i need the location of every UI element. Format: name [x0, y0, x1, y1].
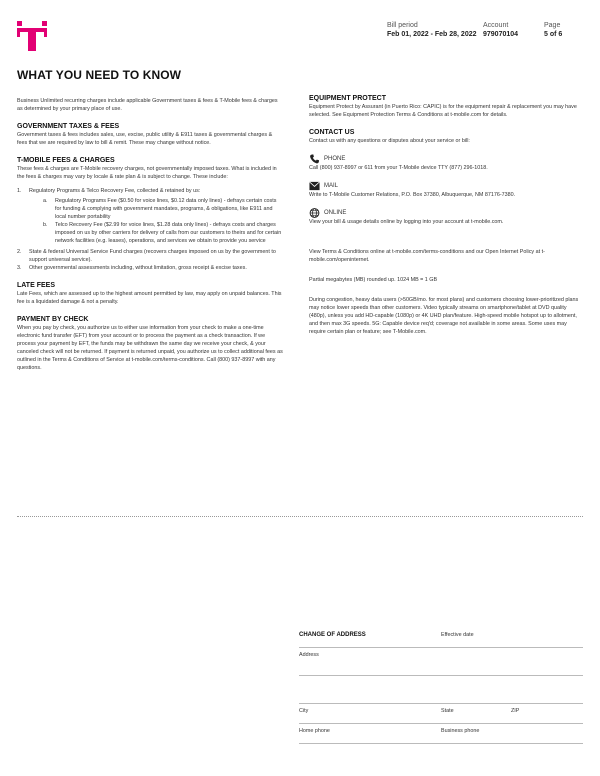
partial-mb-text: Partial megabytes (MB) rounded up. 1024 MB = 1 GB: [309, 277, 438, 283]
list-item: 2. State & federal Universal Service Fund charges (recovers charges imposed on us by the government to support universal service).: [17, 249, 276, 263]
form-row-city: [299, 704, 583, 724]
page-number: [544, 21, 562, 39]
equipment-protect-heading: EQUIPMENT PROTECT: [309, 95, 387, 102]
business-phone-field[interactable]: Business phone: [441, 728, 480, 734]
fees-list: [17, 187, 283, 272]
tear-line: [17, 516, 583, 517]
page-title: WHAT YOU NEED TO KNOW: [17, 68, 182, 82]
contact-us-text: Contact us with any questions or disputes about your service or bill:: [309, 138, 470, 144]
account: [483, 21, 518, 39]
address-field[interactable]: Address: [299, 652, 319, 658]
tmobile-fees-text: These fees & charges are T-Mobile recovery charges, not governmentally imposed taxes. What is included in the fees & charges may vary by locale & rate plan & is subject to change. These include:: [17, 166, 277, 180]
t-mobile-logo: [17, 21, 47, 51]
mail-icon: [309, 181, 320, 191]
zip-field[interactable]: ZIP: [511, 708, 520, 714]
phone-icon: [309, 154, 320, 164]
congestion-text: During congestion, heavy data users (>50GB/mo. for most plans) and customers choosing lower-prioritized plans may notice lower speeds than other customers. Video typically streams on smartphone/tablet at DVD quality (480p), unless you add HD-capable (1080p) or 4K UHD plan/feature. High-speed mobile hotspot up to allotment, and then max 3G speeds. 5G: Capable device req'd; coverage not available in some areas. Some uses may require certain plan or feature; see T-Mobile.com.: [309, 297, 579, 335]
mail-label: MAIL: [324, 182, 339, 189]
mail-contact: [309, 181, 585, 191]
bill-period: [387, 21, 477, 39]
form-row-title: [299, 628, 583, 648]
phone-contact: [309, 154, 585, 164]
sub-list: [29, 197, 283, 245]
late-fees-text: Late Fees, which are assessed up to the highest amount permitted by law, may apply on unpaid balances. This fee is a liquidated damage & not a penalty.: [17, 291, 282, 305]
tmobile-fees-heading: T-MOBILE FEES & CHARGES: [17, 157, 115, 164]
phone-text: Call (800) 937-8997 or 611 from your T-Mobile device TTY (877) 296-1018.: [309, 165, 488, 171]
phone-label: PHONE: [324, 155, 346, 162]
online-label: ONLINE: [324, 209, 347, 216]
change-of-address-form: [299, 628, 583, 744]
late-fees-heading: LATE FEES: [17, 282, 55, 289]
bill-period-label: Bill period: [387, 22, 418, 29]
form-row-address: [299, 648, 583, 676]
account-label: Account: [483, 22, 509, 29]
list-item: b. Telco Recovery Fee ($2.99 for voice lines, $1.28 data only lines) - defrays costs and charges imposed on us by other carriers for delivery of calls from our customers to theirs and for certain network facilities (e.g. leases), operations, and services we obtain to provide you service: [43, 222, 282, 244]
left-column: [17, 97, 283, 372]
form-row-blank[interactable]: [299, 676, 583, 704]
page-value: 5 of 6: [544, 31, 563, 38]
equipment-protect-text: Equipment Protect by Assurant (in Puerto Rico: CAPIC) is for the equipment repair & replacement you may have selected. See Equipment Protection Terms & Conditions at t-mobile.com for details.: [309, 104, 577, 118]
mail-text: Write to T-Mobile Customer Relations, P.O. Box 37380, Albuquerque, NM 87176-7380.: [309, 192, 516, 198]
list-item: 3. Other governmental assessments including, without limitation, gross receipt & excise taxes.: [17, 265, 247, 271]
payment-check-heading: PAYMENT BY CHECK: [17, 316, 89, 323]
globe-icon: [309, 208, 320, 218]
contact-us-heading: CONTACT US: [309, 129, 355, 136]
online-text: View your bill & usage details online by logging into your account at t-mobile.com.: [309, 219, 504, 225]
payment-check-text: When you pay by check, you authorize us to either use information from your check to make a one-time electronic fund transfer (EFT) from your account or to process the payment as a check transaction. If we process your payment by EFT, the funds may be withdrawn the same day we receive your check, & your canceled check will not be returned. If payment is returned unpaid, you authorize us to collect additional fees as outlined in the Terms & Conditions of Service at t-mobile.com/terms-conditions. Call (800) 937-8997 with any questions.: [17, 325, 283, 371]
list-item: 1. Regulatory Programs & Telco Recovery Fee, collected & retained by us: a. Regulatory Programs Fee ($0.50 for voice lines, $0.12 data only lines) - defrays certain costs for funding & complying with government mandates, programs, & obligations, like E911 and local number portability b. Telco Recovery Fee ($2.99 for voice lines, $1.28 data only lines) - defrays costs and charges imposed on us by other carriers for delivery of calls from our customers to theirs and for certain network facilities (e.g. leases), operations, and services we obtain to provide you service: [17, 188, 282, 244]
right-column: [309, 94, 585, 336]
online-contact: [309, 208, 585, 218]
home-phone-field[interactable]: Home phone: [299, 728, 330, 734]
city-field[interactable]: City: [299, 708, 309, 714]
intro-text: Business Unlimited recurring charges include applicable Government taxes & fees & T-Mobile fees & charges as determined by your primary place of use.: [17, 98, 278, 112]
form-title: CHANGE OF ADDRESS: [299, 632, 366, 638]
state-field[interactable]: State: [441, 708, 454, 714]
list-item: a. Regulatory Programs Fee ($0.50 for voice lines, $0.12 data only lines) - defrays certain costs for funding & complying with government mandates, programs, & obligations, like E911 and local number portability: [43, 198, 277, 220]
form-row-phone: [299, 724, 583, 744]
account-value: 979070104: [483, 31, 519, 38]
bill-period-value: Feb 01, 2022 - Feb 28, 2022: [387, 31, 477, 38]
gov-taxes-text: Government taxes & fees includes sales, use, excise, public utility & E911 taxes & governmental charges & fees that we are required by law to bill & remit. These may change without notice.: [17, 132, 273, 146]
terms-text: View Terms & Conditions online at t-mobile.com/terms-conditions and our Open Internet Policy at t-mobile.com/openinternet.: [309, 249, 545, 263]
page-label: Page: [544, 22, 561, 29]
effective-date-field[interactable]: Effective date: [441, 632, 474, 638]
gov-taxes-heading: GOVERNMENT TAXES & FEES: [17, 123, 120, 130]
